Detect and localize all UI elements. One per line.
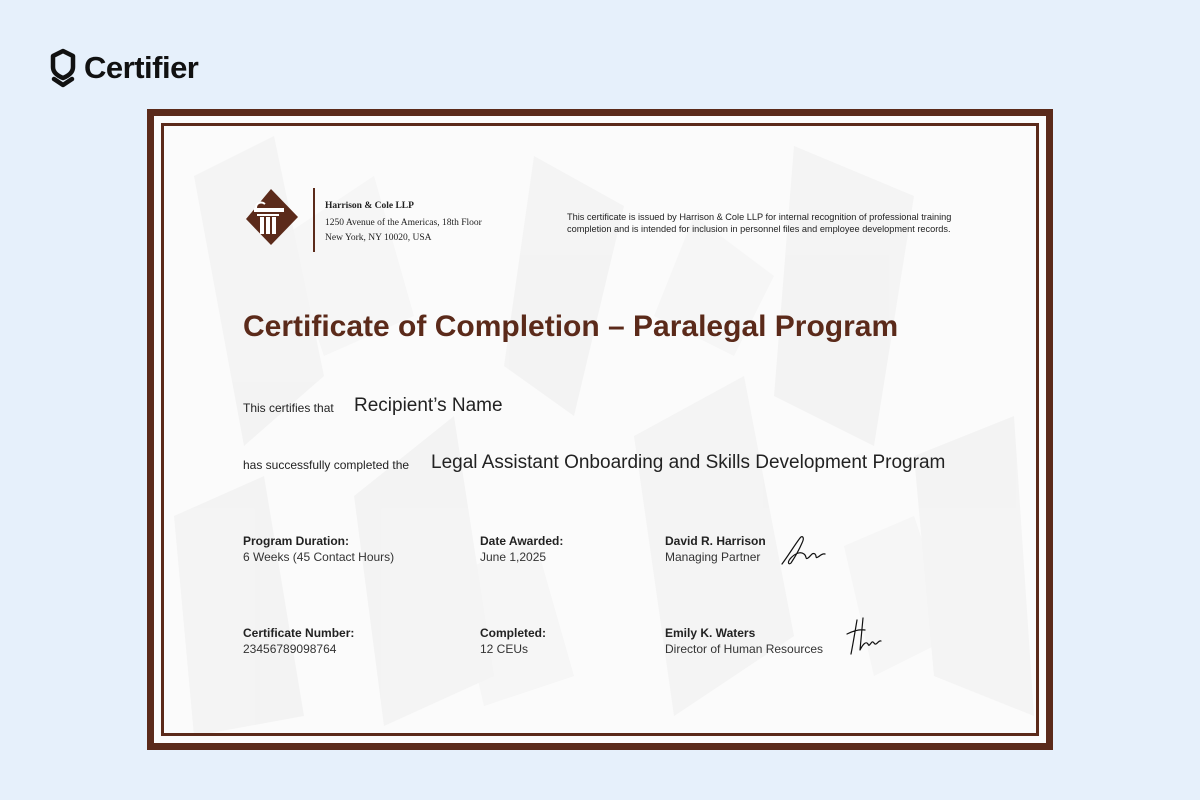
certificate-notice: This certificate is issued by Harrison & Cole LLP for internal recognition of professional training completion and is intended for inclusion in personnel files and employee development records.	[567, 212, 952, 234]
date-value: June 1,2025	[480, 550, 547, 564]
duration-value: 6 Weeks (45 Contact Hours)	[243, 550, 395, 564]
duration-label: Program Duration:	[243, 534, 350, 548]
certifier-shield-icon	[50, 48, 76, 88]
number-value: 23456789098764	[243, 642, 337, 656]
signatory-2-role: Director of Human Resources	[665, 642, 824, 656]
address-line-1: 1250 Avenue of the Americas, 18th Floor	[325, 218, 482, 228]
certificate-paper	[154, 116, 1046, 743]
number-label: Certificate Number:	[243, 626, 355, 640]
recipient-name: Recipient’s Name	[354, 395, 503, 416]
certificate	[147, 109, 1053, 750]
signature-1	[778, 532, 830, 568]
completed-text: has successfully completed the	[243, 458, 410, 472]
program-name: Legal Assistant Onboarding and Skills Development Program	[431, 452, 946, 473]
date-label: Date Awarded:	[480, 534, 564, 548]
certifies-text: This certifies that	[243, 401, 334, 415]
pillar-logo-icon	[244, 187, 300, 247]
organization-name: Harrison & Cole LLP	[325, 201, 414, 211]
organization-address	[325, 216, 482, 246]
logo-divider	[313, 188, 315, 252]
certificate-title: Certificate of Completion – Paralegal Program	[243, 310, 899, 343]
signatory-1-name: David R. Harrison	[665, 534, 766, 548]
completed-value: 12 CEUs	[480, 642, 529, 656]
completed-label: Completed:	[480, 626, 546, 640]
signature-2	[843, 614, 883, 658]
signatory-1-role: Managing Partner	[665, 550, 761, 564]
brand-name: Certifier	[84, 50, 199, 85]
address-line-2: New York, NY 10020, USA	[325, 233, 432, 243]
brand-logo	[50, 48, 198, 88]
signatory-2-name: Emily K. Waters	[665, 626, 756, 640]
